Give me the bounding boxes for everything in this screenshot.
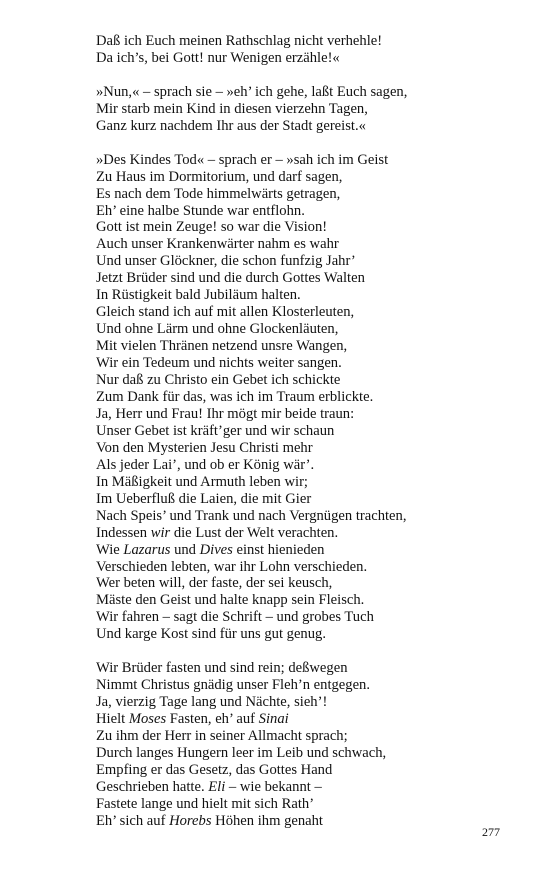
verse-line [96, 559, 526, 576]
verse-line [96, 287, 526, 304]
verse-line [96, 50, 526, 67]
verse-line [96, 270, 526, 287]
verse-text: Und ohne Lärm und ohne Glockenläuten, [96, 321, 339, 338]
verse-line [96, 236, 526, 253]
emphasized-name: wir [150, 524, 171, 541]
verse-line [96, 575, 526, 592]
verse-text: Zu Haus im Dormitorium, und darf sagen, [96, 168, 343, 185]
verse-text: Gott ist mein Zeuge! so war die Vision! [96, 219, 328, 236]
emphasized-name: Lazarus [123, 541, 171, 558]
verse-line [96, 525, 526, 542]
stanza [96, 660, 526, 830]
verse-text: Hielt [96, 711, 129, 728]
verse-text: Wir fahren – sagt die Schrift – und grobes Tuch [96, 609, 374, 626]
verse-line [96, 609, 526, 626]
verse-text: Im Ueberfluß die Laien, die mit Gier [96, 490, 312, 507]
verse-text: Wer beten will, der faste, der sei keusch, [96, 575, 333, 592]
verse-text: Zu ihm der Herr in seiner Allmacht sprach; [96, 728, 348, 745]
verse-text: Auch unser Krankenwärter nahm es wahr [96, 236, 339, 253]
verse-line [96, 101, 526, 118]
emphasized-name: Moses [128, 711, 167, 728]
verse-text: Als jeder Lai’, und ob er König wär’. [96, 456, 315, 473]
verse-line [96, 796, 526, 813]
verse-line [96, 762, 526, 779]
verse-line [96, 169, 526, 186]
verse-text: Ganz kurz nachdem Ihr aus der Stadt gereist.« [96, 117, 366, 134]
verse-text: Wie [96, 541, 124, 558]
verse-line [96, 372, 526, 389]
verse-text: In Mäßigkeit und Armuth leben wir; [96, 473, 308, 490]
emphasized-name: Sinai [258, 711, 289, 728]
verse-text: Wir Brüder fasten und sind rein; deßwegen [96, 660, 348, 677]
verse-line [96, 813, 526, 830]
verse-text: Daß ich Euch meinen Rathschlag nicht verhehle! [96, 33, 383, 49]
verse-text: und [170, 541, 200, 558]
verse-line [96, 253, 526, 270]
emphasized-name: Eli [208, 778, 226, 795]
verse-line [96, 592, 526, 609]
verse-text: Eh’ eine halbe Stunde war entflohn. [96, 202, 305, 219]
verse-text: Da ich’s, bei Gott! nur Wenigen erzähle!« [96, 49, 340, 66]
verse-text: Höhen ihm genaht [211, 812, 323, 829]
verse-text: Ja, vierzig Tage lang und Nächte, sieh’! [96, 694, 328, 711]
verse-text: Nach Speis’ und Trank und nach Vergnügen trachten, [96, 507, 407, 524]
verse-text: Fasten, eh’ auf [166, 711, 259, 728]
stanza [96, 152, 526, 644]
verse-line [96, 508, 526, 525]
emphasized-name: Horebs [169, 812, 212, 829]
verse-line [96, 33, 526, 50]
verse-text: Durch langes Hungern leer im Leib und schwach, [96, 744, 387, 761]
verse-line [96, 474, 526, 491]
verse-text: Zum Dank für das, was ich im Traum erblickte. [96, 388, 374, 405]
verse-text: Nimmt Christus gnädig unser Fleh’n entgegen. [96, 677, 371, 694]
verse-line [96, 304, 526, 321]
verse-line [96, 203, 526, 220]
verse-line [96, 338, 526, 355]
stanza [96, 33, 526, 67]
verse-line [96, 779, 526, 796]
verse-text: Wir ein Tedeum und nichts weiter sangen. [96, 355, 342, 372]
verse-line [96, 491, 526, 508]
verse-line [96, 660, 526, 677]
verse-line [96, 542, 526, 559]
stanza [96, 84, 526, 135]
verse-text: Ja, Herr und Frau! Ihr mögt mir beide traun: [96, 405, 355, 422]
verse-text: Mäste den Geist und halte knapp sein Fleisch. [96, 592, 365, 609]
verse-line [96, 457, 526, 474]
verse-text: Nur daß zu Christo ein Gebet ich schickte [96, 372, 341, 389]
verse-text: Empfing er das Gesetz, das Gottes Hand [96, 761, 333, 778]
poem-text [96, 33, 526, 847]
verse-line [96, 355, 526, 372]
verse-line [96, 745, 526, 762]
verse-line [96, 423, 526, 440]
verse-text: »Nun,« – sprach sie – »eh’ ich gehe, laßt Euch sagen, [96, 83, 408, 100]
verse-text: Und karge Kost sind für uns gut genug. [96, 626, 326, 643]
verse-line [96, 118, 526, 135]
verse-text: – wie bekannt – [225, 778, 322, 795]
verse-text: Fastete lange und hielt mit sich Rath’ [96, 795, 315, 812]
verse-text: Gleich stand ich auf mit allen Klosterleuten, [96, 304, 355, 321]
verse-text: Mir starb mein Kind in diesen vierzehn Tagen, [96, 100, 368, 117]
verse-line [96, 389, 526, 406]
verse-line [96, 626, 526, 643]
verse-text: Geschrieben hatte. [96, 778, 209, 795]
verse-text: Mit vielen Thränen netzend unsre Wangen, [96, 338, 348, 355]
verse-text: die Lust der Welt verachten. [170, 524, 339, 541]
verse-line [96, 406, 526, 423]
verse-line [96, 677, 526, 694]
verse-line [96, 186, 526, 203]
verse-text: einst hienieden [232, 541, 325, 558]
verse-text: Jetzt Brüder sind und die durch Gottes Walten [96, 270, 365, 287]
verse-line [96, 728, 526, 745]
emphasized-name: Dives [199, 541, 233, 558]
verse-line [96, 219, 526, 236]
verse-text: Verschieden lebten, war ihr Lohn verschieden. [96, 558, 368, 575]
verse-line [96, 321, 526, 338]
page-number: 277 [482, 825, 500, 839]
verse-text: Eh’ sich auf [96, 812, 170, 829]
verse-text: Von den Mysterien Jesu Christi mehr [96, 439, 313, 456]
verse-text: Indessen [96, 524, 151, 541]
verse-line [96, 711, 526, 728]
verse-text: In Rüstigkeit bald Jubiläum halten. [96, 287, 301, 304]
verse-text: Es nach dem Tode himmelwärts getragen, [96, 185, 341, 202]
verse-text: Und unser Glöckner, die schon funfzig Jahr’ [96, 253, 356, 270]
verse-line [96, 440, 526, 457]
verse-line [96, 152, 526, 169]
verse-line [96, 694, 526, 711]
verse-text: »Des Kindes Tod« – sprach er – »sah ich im Geist [96, 151, 389, 168]
verse-line [96, 84, 526, 101]
verse-text: Unser Gebet ist kräft’ger und wir schaun [96, 422, 335, 439]
